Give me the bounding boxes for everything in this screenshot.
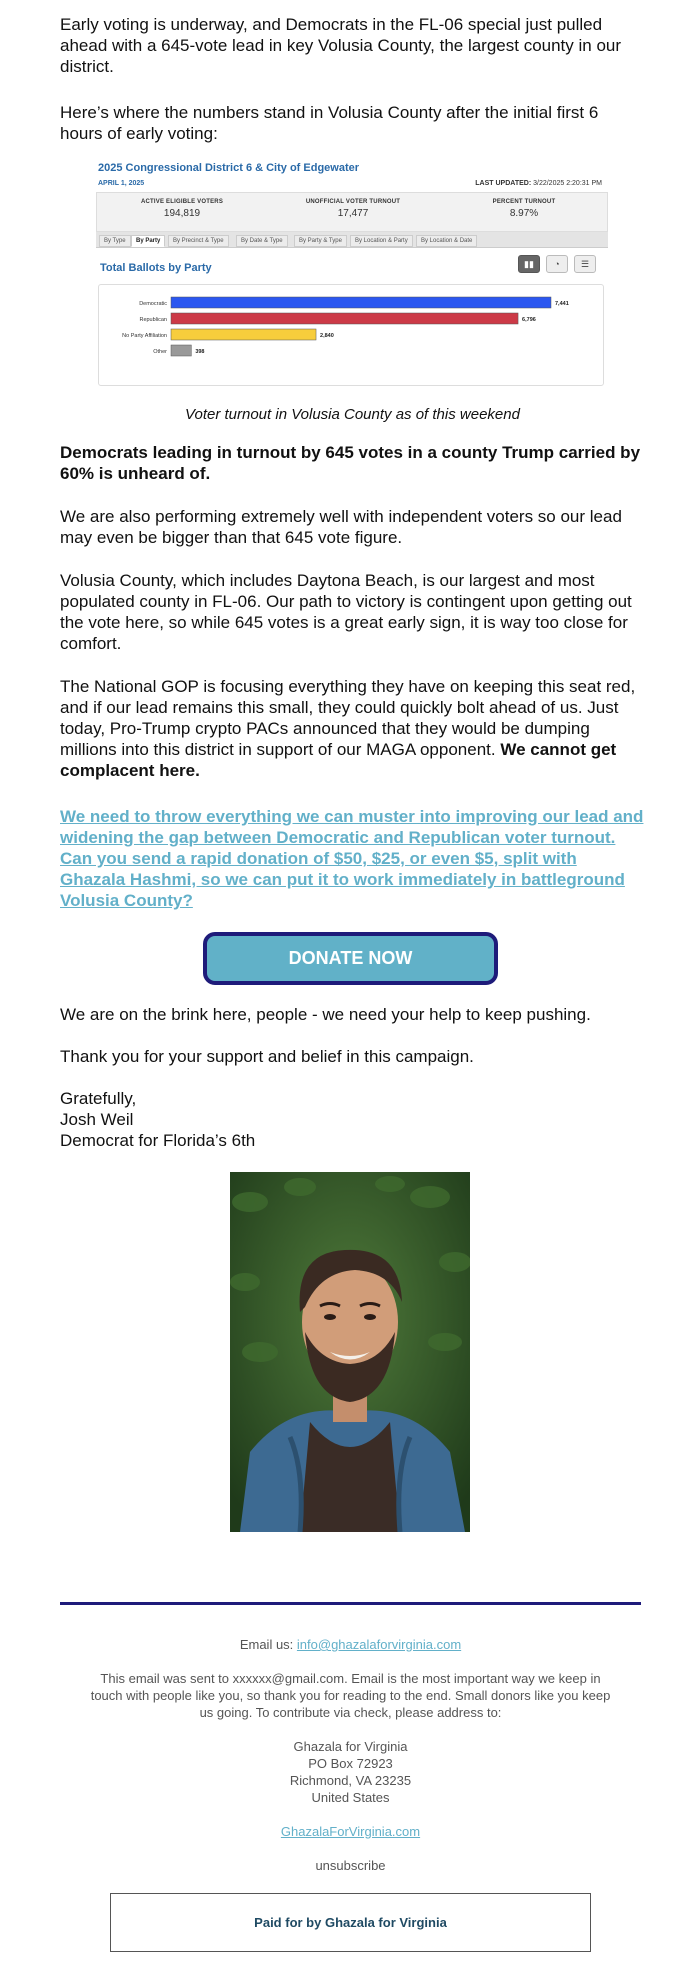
signoff-greeting: Gratefully, xyxy=(60,1089,137,1108)
body-paragraph-7: Thank you for your support and belief in this campaign. xyxy=(60,1047,474,1066)
last-updated-value: 3/22/2025 2:20:31 PM xyxy=(533,180,602,187)
table-icon: ☰ xyxy=(574,255,596,273)
stat-label: UNOFFICIAL VOTER TURNOUT xyxy=(305,199,401,205)
bar-value-label: 7,441 xyxy=(555,301,569,307)
last-updated-label: LAST UPDATED: xyxy=(475,180,532,187)
stat-value: 194,819 xyxy=(163,208,201,219)
stat-label: ACTIVE ELIGIBLE VOTERS xyxy=(140,199,224,205)
stat-percent-turnout xyxy=(439,199,609,219)
body-paragraph-5 xyxy=(60,676,645,781)
footer-site xyxy=(60,1823,641,1840)
tab-by-location-party: By Location & Party xyxy=(350,235,413,247)
email-label: Email us: xyxy=(239,1637,294,1652)
paragraph-5-text: The National GOP is focusing everything they have on keeping this seat red, and if our lead remains this small, they could quickly bolt ahead of us. Just today, Pro-Trump crypto PACs announced that they would be dumping millions into this district in support of our MAGA opponent. xyxy=(60,677,636,759)
party-chart xyxy=(98,284,604,386)
bar-category-label: Other xyxy=(153,349,167,355)
stat-value: 8.97% xyxy=(509,208,539,219)
unsubscribe-link[interactable]: unsubscribe xyxy=(315,1858,386,1873)
signoff-name: Josh Weil xyxy=(60,1110,134,1129)
signoff-title: Democrat for Florida’s 6th xyxy=(60,1131,256,1150)
donation-ask-link[interactable]: We need to throw everything we can muster into improving our lead and widening the gap between Democratic and Republican voter turnout. Can you send a rapid donation of $50, $25, or even $5, split with Ghazala Hashmi, so we can put it to work immediately in battleground Volusia County? xyxy=(60,807,644,910)
bar-value-label: 2,840 xyxy=(320,333,334,339)
footer-notice: This email was sent to xxxxxx@gmail.com. Email is the most important way we keep in touch with people like you, so thank you for reading to the end. Small donors like you keep us going. To contribute via check, please address to: xyxy=(90,1671,611,1720)
party-bar-chart xyxy=(99,285,605,387)
address-line-4: United States xyxy=(311,1790,390,1805)
image-caption: Voter turnout in Volusia County as of this weekend xyxy=(185,406,520,423)
tab-by-party: By Party xyxy=(131,235,165,247)
body-paragraph-6: We are on the brink here, people - we need your help to keep pushing. xyxy=(60,1005,591,1024)
bar-value-label: 6,796 xyxy=(522,317,536,323)
tab-by-type: By Type xyxy=(99,235,131,247)
dashboard-last-updated xyxy=(475,180,602,187)
bar-republican xyxy=(171,313,518,324)
intro-paragraph-1: Early voting is underway, and Democrats in the FL-06 special just pulled ahead with a 645-vote lead in key Volusia County, the largest county in our district. xyxy=(60,15,622,76)
headline: Democrats leading in turnout by 645 votes in a county Trump carried by 60% is unheard of. xyxy=(60,443,641,483)
footer-email-line xyxy=(60,1636,641,1653)
paragraph-5-emphasis: We cannot get complacent here. xyxy=(60,740,617,780)
body-paragraph-3: We are also performing extremely well with independent voters so our lead may even be bigger than that 645 vote figure. xyxy=(60,507,622,547)
address-line-2: PO Box 72923 xyxy=(308,1756,393,1771)
candidate-photo xyxy=(230,1172,470,1532)
footer-unsubscribe xyxy=(60,1857,641,1874)
stat-voter-turnout xyxy=(268,199,438,219)
stat-active-voters xyxy=(97,199,267,219)
tab-by-precinct-type: By Precinct & Type xyxy=(168,235,229,247)
portrait-illustration xyxy=(230,1172,470,1532)
dashboard-date: APRIL 1, 2025 xyxy=(98,180,145,187)
address-line-1: Ghazala for Virginia xyxy=(293,1739,408,1754)
pie-chart-icon: ◔ xyxy=(546,255,568,273)
dashboard-title: 2025 Congressional District 6 & City of Edgewater xyxy=(98,162,360,174)
dashboard-tabs xyxy=(96,232,608,248)
footer-divider xyxy=(60,1602,641,1605)
dashboard-stats xyxy=(96,192,608,232)
bar-value-label: 398 xyxy=(195,349,205,355)
contact-email-link[interactable]: info@ghazalaforvirginia.com xyxy=(296,1637,462,1652)
bar-democratic xyxy=(171,297,551,308)
address-line-3: Richmond, VA 23235 xyxy=(289,1773,412,1788)
turnout-dashboard-image xyxy=(96,160,608,390)
tab-by-location-date: By Location & Date xyxy=(416,235,477,247)
section-title: Total Ballots by Party xyxy=(100,262,212,274)
bar-category-label: No Party Affiliation xyxy=(122,333,167,339)
bar-chart-icon: ▮▮ xyxy=(518,255,540,273)
stat-label: PERCENT TURNOUT xyxy=(492,199,556,205)
donate-now-button[interactable]: DONATE NOW xyxy=(203,932,498,985)
website-link[interactable]: GhazalaForVirginia.com xyxy=(280,1824,421,1839)
paid-for-disclaimer: Paid for by Ghazala for Virginia xyxy=(110,1893,591,1952)
bar-category-label: Democratic xyxy=(139,301,167,307)
stat-value: 17,477 xyxy=(337,208,369,219)
tab-by-date-type: By Date & Type xyxy=(236,235,288,247)
tab-by-party-type: By Party & Type xyxy=(294,235,347,247)
intro-paragraph-2: Here’s where the numbers stand in Volusia County after the initial first 6 hours of early voting: xyxy=(60,103,599,143)
bar-other xyxy=(171,345,191,356)
body-paragraph-4: Volusia County, which includes Daytona Beach, is our largest and most populated county in FL-06. Our path to victory is contingent upon getting out the vote here, so while 645 votes is a great early sign, it is way too close for comfort. xyxy=(60,571,632,653)
bar-category-label: Republican xyxy=(139,317,167,323)
bar-no-party-affiliation xyxy=(171,329,316,340)
